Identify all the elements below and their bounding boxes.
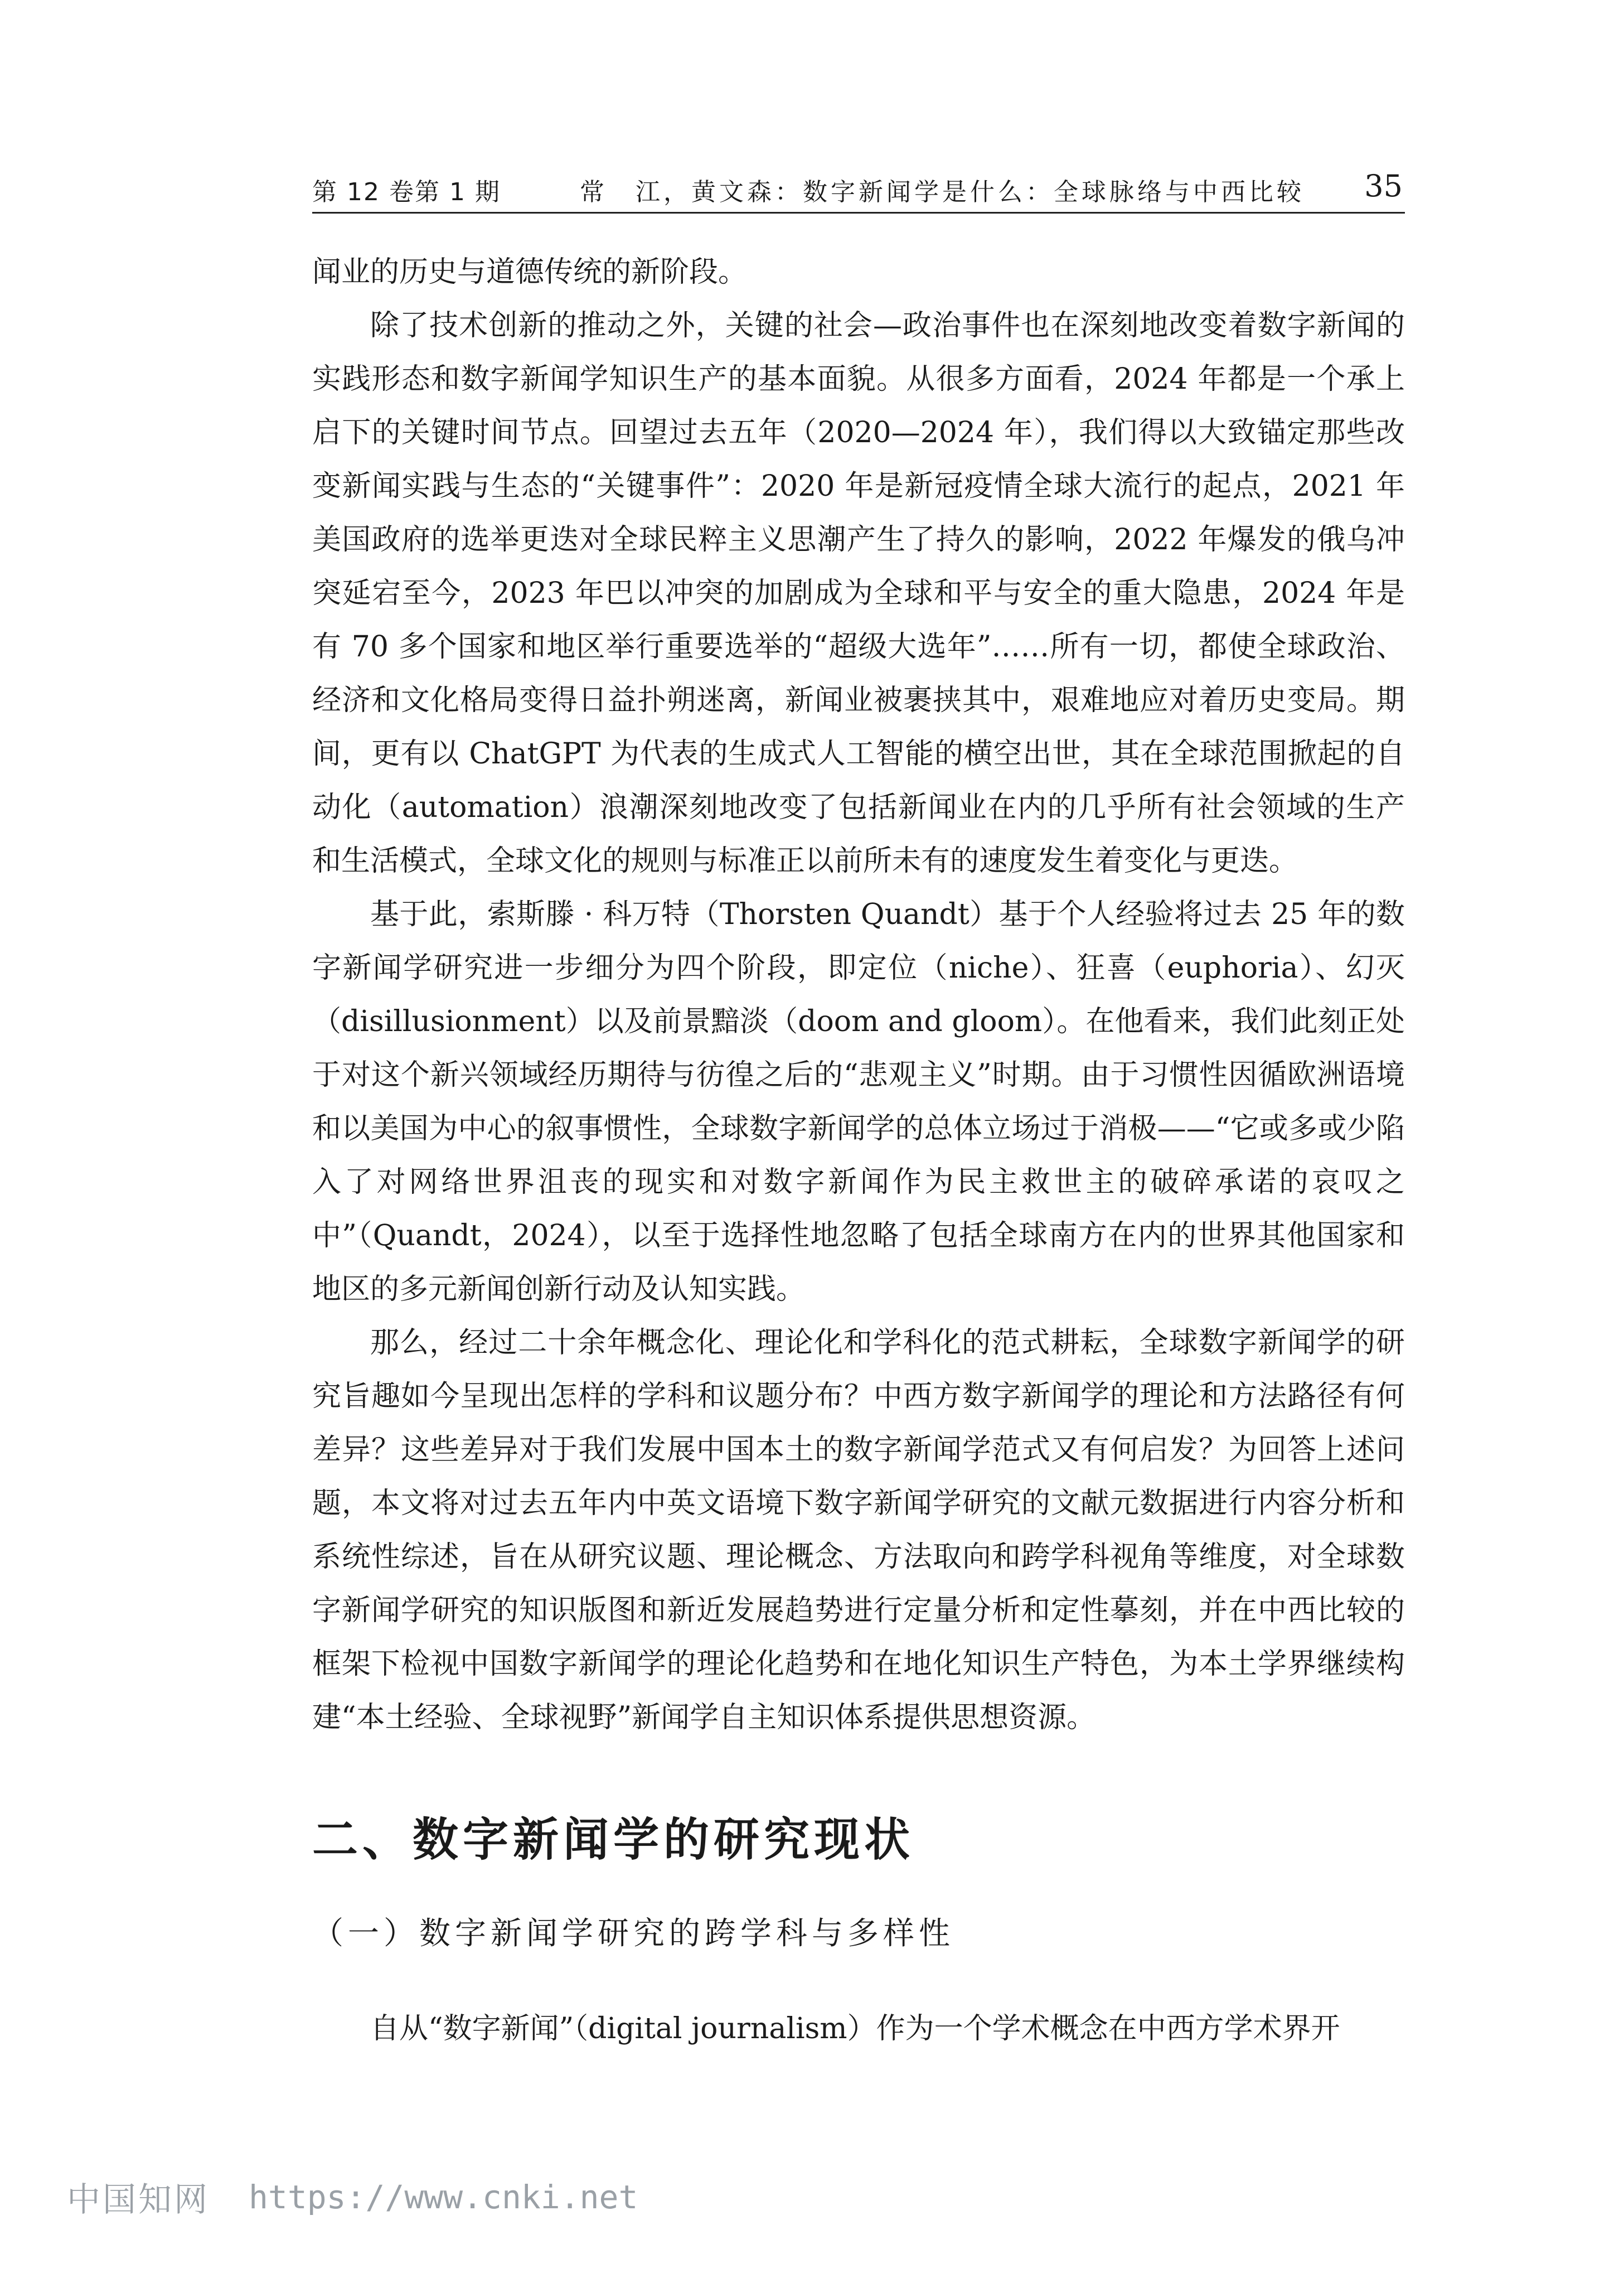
section-heading: 二、数字新闻学的研究现状 — [312, 1813, 915, 1866]
page-number: 35 — [1364, 168, 1403, 204]
paragraph: 基于此，索斯滕 · 科万特（Thorsten Quandt）基于个人经验将过去 25 年的数字新闻学研究进一步细分为四个阶段，即定位（niche）、狂喜（euphoria）、幻灭（disillusionment）以及前景黯淡（doom and gloom）。在他看来，我们此刻正处于对这个新兴领域经历期待与彷徨之后的“悲观主义”时期。由于习惯性因循欧洲语境和以美国为中心的叙事惯性，全球数字新闻学的总体立场过于消极——“它或多或少陷入了对网络世界沮丧的现实和对数字新闻作为民主救世主的破碎承诺的哀叹之中”（Quandt，2024），以至于选择性地忽略了包括全球南方在内的世界其他国家和地区的多元新闻创新行动及认知实践。 — [312, 898, 1405, 1306]
running-title: 常 江，黄文森：数字新闻学是什么：全球脉络与中西比较 — [580, 178, 1305, 206]
journal-volume-issue: 第 12 卷第 1 期 — [312, 178, 501, 206]
paragraph: 那么，经过二十余年概念化、理论化和学科化的范式耕耘，全球数字新闻学的研究旨趣如今呈现出怎样的学科和议题分布？中西方数字新闻学的理论和方法路径有何差异？这些差异对于我们发展中国本土的数字新闻学范式又有何启发？为回答上述问题，本文将对过去五年内中英文语境下数字新闻学研究的文献元数据进行内容分析和系统性综述，旨在从研究议题、理论概念、方法取向和跨学科视角等维度，对全球数字新闻学研究的知识版图和新近发展趋势进行定量分析和定性摹刻，并在中西比较的框架下检视中国数字新闻学的理论化趋势和在地化知识生产特色，为本土学界继续构建“本土经验、全球视野”新闻学自主知识体系提供思想资源。 — [312, 1326, 1405, 1734]
body-text — [312, 245, 1405, 1744]
running-header — [312, 167, 1405, 214]
paragraph: 自从“数字新闻”（digital journalism）作为一个学术概念在中西方学术界开 — [370, 2012, 1340, 2045]
watermark — [67, 2169, 638, 2225]
paragraph: 闻业的历史与道德传统的新阶段。 — [312, 255, 748, 289]
paragraph: 除了技术创新的推动之外，关键的社会—政治事件也在深刻地改变着数字新闻的实践形态和数字新闻学知识生产的基本面貌。从很多方面看，2024 年都是一个承上启下的关键时间节点。回望过去五年（2020—2024 年），我们得以大致锚定那些改变新闻实践与生态的“关键事件”：2020 年是新冠疫情全球大流行的起点，2021 年美国政府的选举更迭对全球民粹主义思潮产生了持久的影响，2022 年爆发的俄乌冲突延宕至今，2023 年巴以冲突的加剧成为全球和平与安全的重大隐患，2024 年是有 70 多个国家和地区举行重要选举的“超级大选年”……所有一切，都使全球政治、经济和文化格局变得日益扑朔迷离，新闻业被裹挟其中，艰难地应对着历史变局。期间，更有以 ChatGPT 为代表的生成式人工智能的横空出世，其在全球范围掀起的自动化（automation）浪潮深刻地改变了包括新闻业在内的几乎所有社会领域的生产和生活模式，全球文化的规则与标准正以前所未有的速度发生着变化与更迭。 — [312, 309, 1405, 878]
subsection-heading: （一）数字新闻学研究的跨学科与多样性 — [312, 1916, 954, 1952]
cnki-logo: 中国知网 — [67, 2180, 210, 2219]
cnki-url: https://www.cnki.net — [249, 2178, 638, 2216]
